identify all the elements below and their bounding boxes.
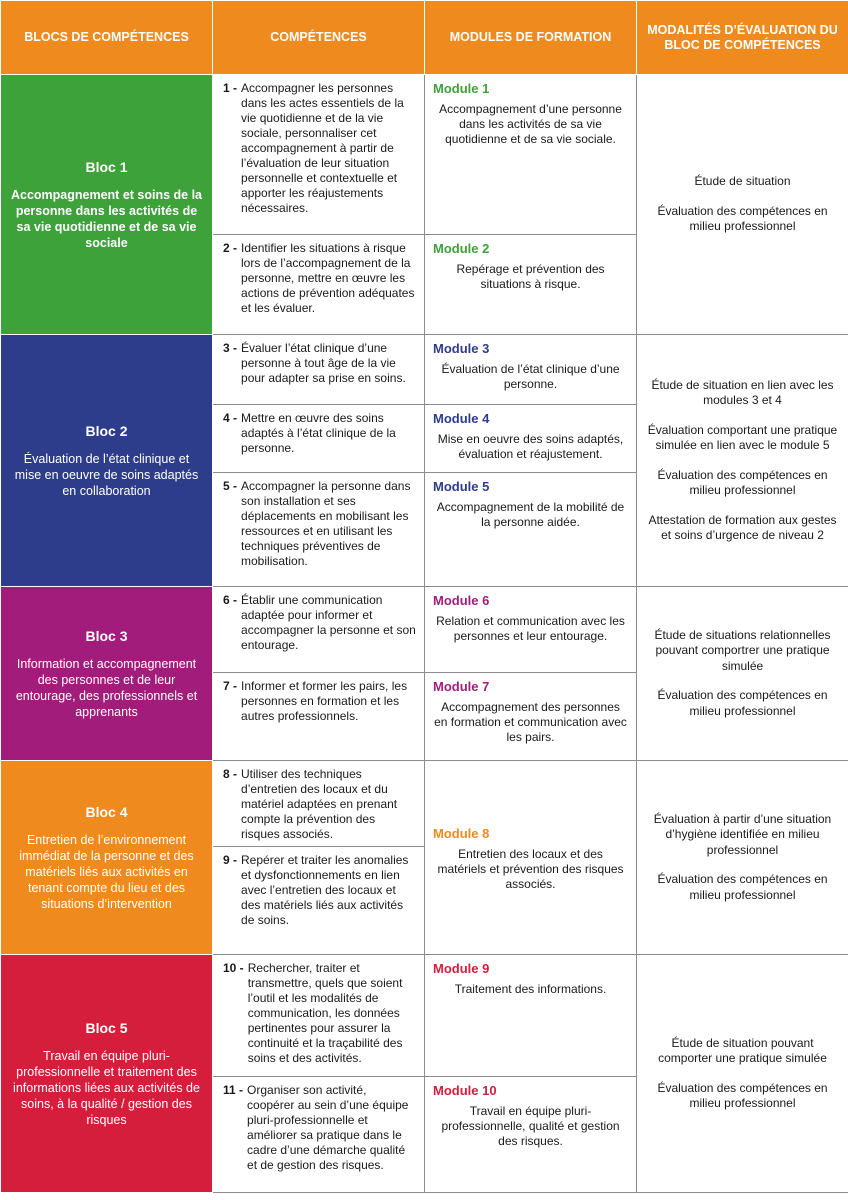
competence-item xyxy=(223,679,416,724)
evaluation-item: Évaluation des compétences en milieu professionnel xyxy=(657,872,828,902)
module-title: Module 2 xyxy=(433,241,490,256)
evaluation-item: Évaluation des compétences en milieu professionnel xyxy=(657,203,828,234)
module-cell xyxy=(425,335,637,405)
competence-text: Rechercher, traiter et transmettre, quels que soient l’outil et les modalités de communication, les données pertinentes pour assurer la continuité et la traçabilité des soins et des activités. xyxy=(247,961,403,1065)
bloc-cell xyxy=(1,955,213,1193)
competence-text: Identifier les situations à risque lors de l’accompagnement de la personne, mettre en œuvre les actions de prévention adéquates et les évaluer. xyxy=(241,241,415,315)
competence-text: Organiser son activité, coopérer au sein d’une équipe pluri-professionnelle et améliorer sa pratique dans le cadre d’une démarche qualité et de gestion des risques. xyxy=(247,1083,409,1172)
module-description: Accompagnement des personnes en formation et communication avec les pairs. xyxy=(434,700,627,744)
module-cell xyxy=(425,587,637,673)
evaluation-item: Évaluation des compétences en milieu professionnel xyxy=(657,467,828,497)
evaluation-item: Étude de situation pouvant comporter une pratique simulée xyxy=(658,1035,827,1065)
header-blocs: BLOCS DE COMPÉTENCES xyxy=(1,1,213,75)
header-competences: COMPÉTENCES xyxy=(213,1,425,75)
module-title: Module 4 xyxy=(433,411,490,426)
evaluation-item: Évaluation comportant une pratique simulée en lien avec le module 5 xyxy=(647,422,838,452)
module-title: Module 9 xyxy=(433,961,490,976)
competence-cell xyxy=(213,761,425,847)
bloc-description: Évaluation de l’état clinique et mise en oeuvre de soins adaptés en collaboration xyxy=(14,451,199,498)
bloc-description: Travail en équipe pluri-professionnelle et traitement des informations liées aux activités de soins, à la qualité / gestion des risques xyxy=(13,1048,200,1127)
module-description: Évaluation de l’état clinique d’une personne. xyxy=(441,362,620,391)
competence-item xyxy=(223,81,416,216)
competence-cell xyxy=(213,955,425,1077)
evaluation-item: Évaluation des compétences en milieu professionnel xyxy=(657,688,828,718)
competence-item xyxy=(223,341,416,386)
evaluation-cell xyxy=(637,75,848,335)
competence-cell xyxy=(213,405,425,473)
module-cell xyxy=(425,1077,637,1193)
competence-cell xyxy=(213,473,425,587)
module-title: Module 1 xyxy=(433,81,490,96)
module-title: Module 7 xyxy=(433,679,490,694)
module-title: Module 5 xyxy=(433,479,490,494)
module-description: Repérage et prévention des situations à risque. xyxy=(456,262,605,291)
table-row xyxy=(1,75,848,235)
competence-cell xyxy=(213,1077,425,1193)
competence-number: 1 - xyxy=(223,81,238,95)
module-title: Module 3 xyxy=(433,341,490,356)
competence-cell xyxy=(213,587,425,673)
bloc-title: Bloc 5 xyxy=(85,1019,128,1036)
header-modalites: MODALITÉS D’ÉVALUATION DU BLOC DE COMPÉTENCES xyxy=(637,1,848,75)
competence-text: Repérer et traiter les anomalies et dysfonctionnements en lien avec l’entretien des locaux et des matériels liés aux activités de soins. xyxy=(241,853,409,927)
competence-number: 11 - xyxy=(223,1083,244,1097)
module-cell xyxy=(425,235,637,335)
competence-number: 10 - xyxy=(223,961,244,975)
module-title: Module 6 xyxy=(433,593,490,608)
competence-item xyxy=(223,241,416,316)
module-description: Traitement des informations. xyxy=(454,982,607,996)
competence-text: Accompagner les personnes dans les actes essentiels de la vie quotidienne et de la vie sociale, personnaliser cet accompagnement à partir de l’évaluation de leur situation personnelle et contextuelle et apporter les réajustements nécessaires. xyxy=(241,81,404,215)
evaluation-cell xyxy=(637,335,848,587)
competence-number: 5 - xyxy=(223,479,238,493)
bloc-title: Bloc 3 xyxy=(85,627,128,644)
module-cell xyxy=(425,405,637,473)
competence-number: 7 - xyxy=(223,679,238,693)
competence-text: Établir une communication adaptée pour informer et accompagner la personne et son entourage. xyxy=(241,593,416,652)
table-row xyxy=(1,955,848,1077)
module-description: Accompagnement de la mobilité de la personne aidée. xyxy=(436,500,625,529)
evaluation-item: Étude de situation en lien avec les modules 3 et 4 xyxy=(651,377,834,407)
competence-text: Informer et former les pairs, les personnes en formation et les autres professionnels. xyxy=(241,679,408,723)
module-cell xyxy=(425,761,637,955)
module-description: Travail en équipe pluri-professionnelle, qualité et gestion des risques. xyxy=(441,1104,620,1148)
competence-number: 4 - xyxy=(223,411,238,425)
evaluation-cell xyxy=(637,761,848,955)
evaluation-cell xyxy=(637,955,848,1193)
bloc-cell xyxy=(1,761,213,955)
module-description: Entretien des locaux et des matériels et prévention des risques associés. xyxy=(437,846,624,891)
competence-number: 3 - xyxy=(223,341,238,355)
module-description: Relation et communication avec les personnes et leur entourage. xyxy=(436,614,625,643)
bloc-description: Accompagnement et soins de la personne dans les activités de sa vie quotidienne et de sa vie sociale xyxy=(10,187,203,250)
table-row xyxy=(1,761,848,847)
competence-cell xyxy=(213,673,425,761)
bloc-title: Bloc 4 xyxy=(85,803,128,820)
evaluation-cell xyxy=(637,587,848,761)
competence-cell xyxy=(213,335,425,405)
competence-number: 2 - xyxy=(223,241,238,255)
competence-item xyxy=(223,411,416,456)
competence-text: Utiliser des techniques d’entretien des locaux et du matériel adaptées en prenant compte la prévention des risques associés. xyxy=(241,767,398,841)
competence-number: 9 - xyxy=(223,853,238,867)
evaluation-item: Évaluation des compétences en milieu professionnel xyxy=(657,1080,828,1110)
module-cell xyxy=(425,955,637,1077)
competence-text: Mettre en œuvre des soins adaptés à l’état clinique de la personne. xyxy=(241,411,396,455)
evaluation-item: Étude de situation xyxy=(694,174,791,189)
evaluation-item: Étude de situations relationnelles pouvant comportrer une pratique simulée xyxy=(654,627,831,673)
competence-text: Évaluer l’état clinique d’une personne à tout âge de la vie pour adapter sa prise en soins. xyxy=(241,341,406,385)
bloc-cell xyxy=(1,587,213,761)
competence-item xyxy=(223,1083,416,1173)
competence-text: Accompagner la personne dans son installation et ses déplacements en mobilisant les ressources et en utilisant les techniques préventives de mobilisation. xyxy=(241,479,411,568)
competence-item xyxy=(223,767,416,842)
competence-item xyxy=(223,593,416,653)
evaluation-item: Attestation de formation aux gestes et soins d’urgence de niveau 2 xyxy=(648,512,837,542)
module-title: Module 10 xyxy=(433,1083,497,1098)
header-modules: MODULES DE FORMATION xyxy=(425,1,637,75)
competence-cell xyxy=(213,235,425,335)
bloc-title: Bloc 2 xyxy=(85,422,128,439)
competence-item xyxy=(223,961,416,1066)
bloc-description: Entretien de l’environnement immédiat de la personne et des matériels liés aux activités en tenant compte du lieu et des situations d’intervention xyxy=(19,832,194,911)
module-description: Accompagnement d’une personne dans les activités de sa vie quotidienne et de sa vie sociale. xyxy=(439,102,622,146)
module-cell xyxy=(425,473,637,587)
evaluation-item: Évaluation à partir d’une situation d’hygiène identifiée en milieu professionnel xyxy=(653,811,832,857)
competence-cell xyxy=(213,75,425,235)
module-cell xyxy=(425,673,637,761)
competence-number: 8 - xyxy=(223,767,238,781)
bloc-cell xyxy=(1,335,213,587)
header-row xyxy=(1,1,848,75)
bloc-description: Information et accompagnement des personnes et de leur entourage, des professionnels et apprenants xyxy=(15,656,198,719)
module-title: Module 8 xyxy=(433,825,490,841)
module-description: Mise en oeuvre des soins adaptés, évaluation et réajustement. xyxy=(437,432,624,461)
bloc-cell xyxy=(1,75,213,335)
table-row xyxy=(1,587,848,673)
competence-item xyxy=(223,853,416,928)
table-body xyxy=(1,75,848,1193)
bloc-title: Bloc 1 xyxy=(85,158,128,175)
competence-cell xyxy=(213,847,425,955)
table-row xyxy=(1,335,848,405)
competence-number: 6 - xyxy=(223,593,238,607)
competence-item xyxy=(223,479,416,569)
module-cell xyxy=(425,75,637,235)
